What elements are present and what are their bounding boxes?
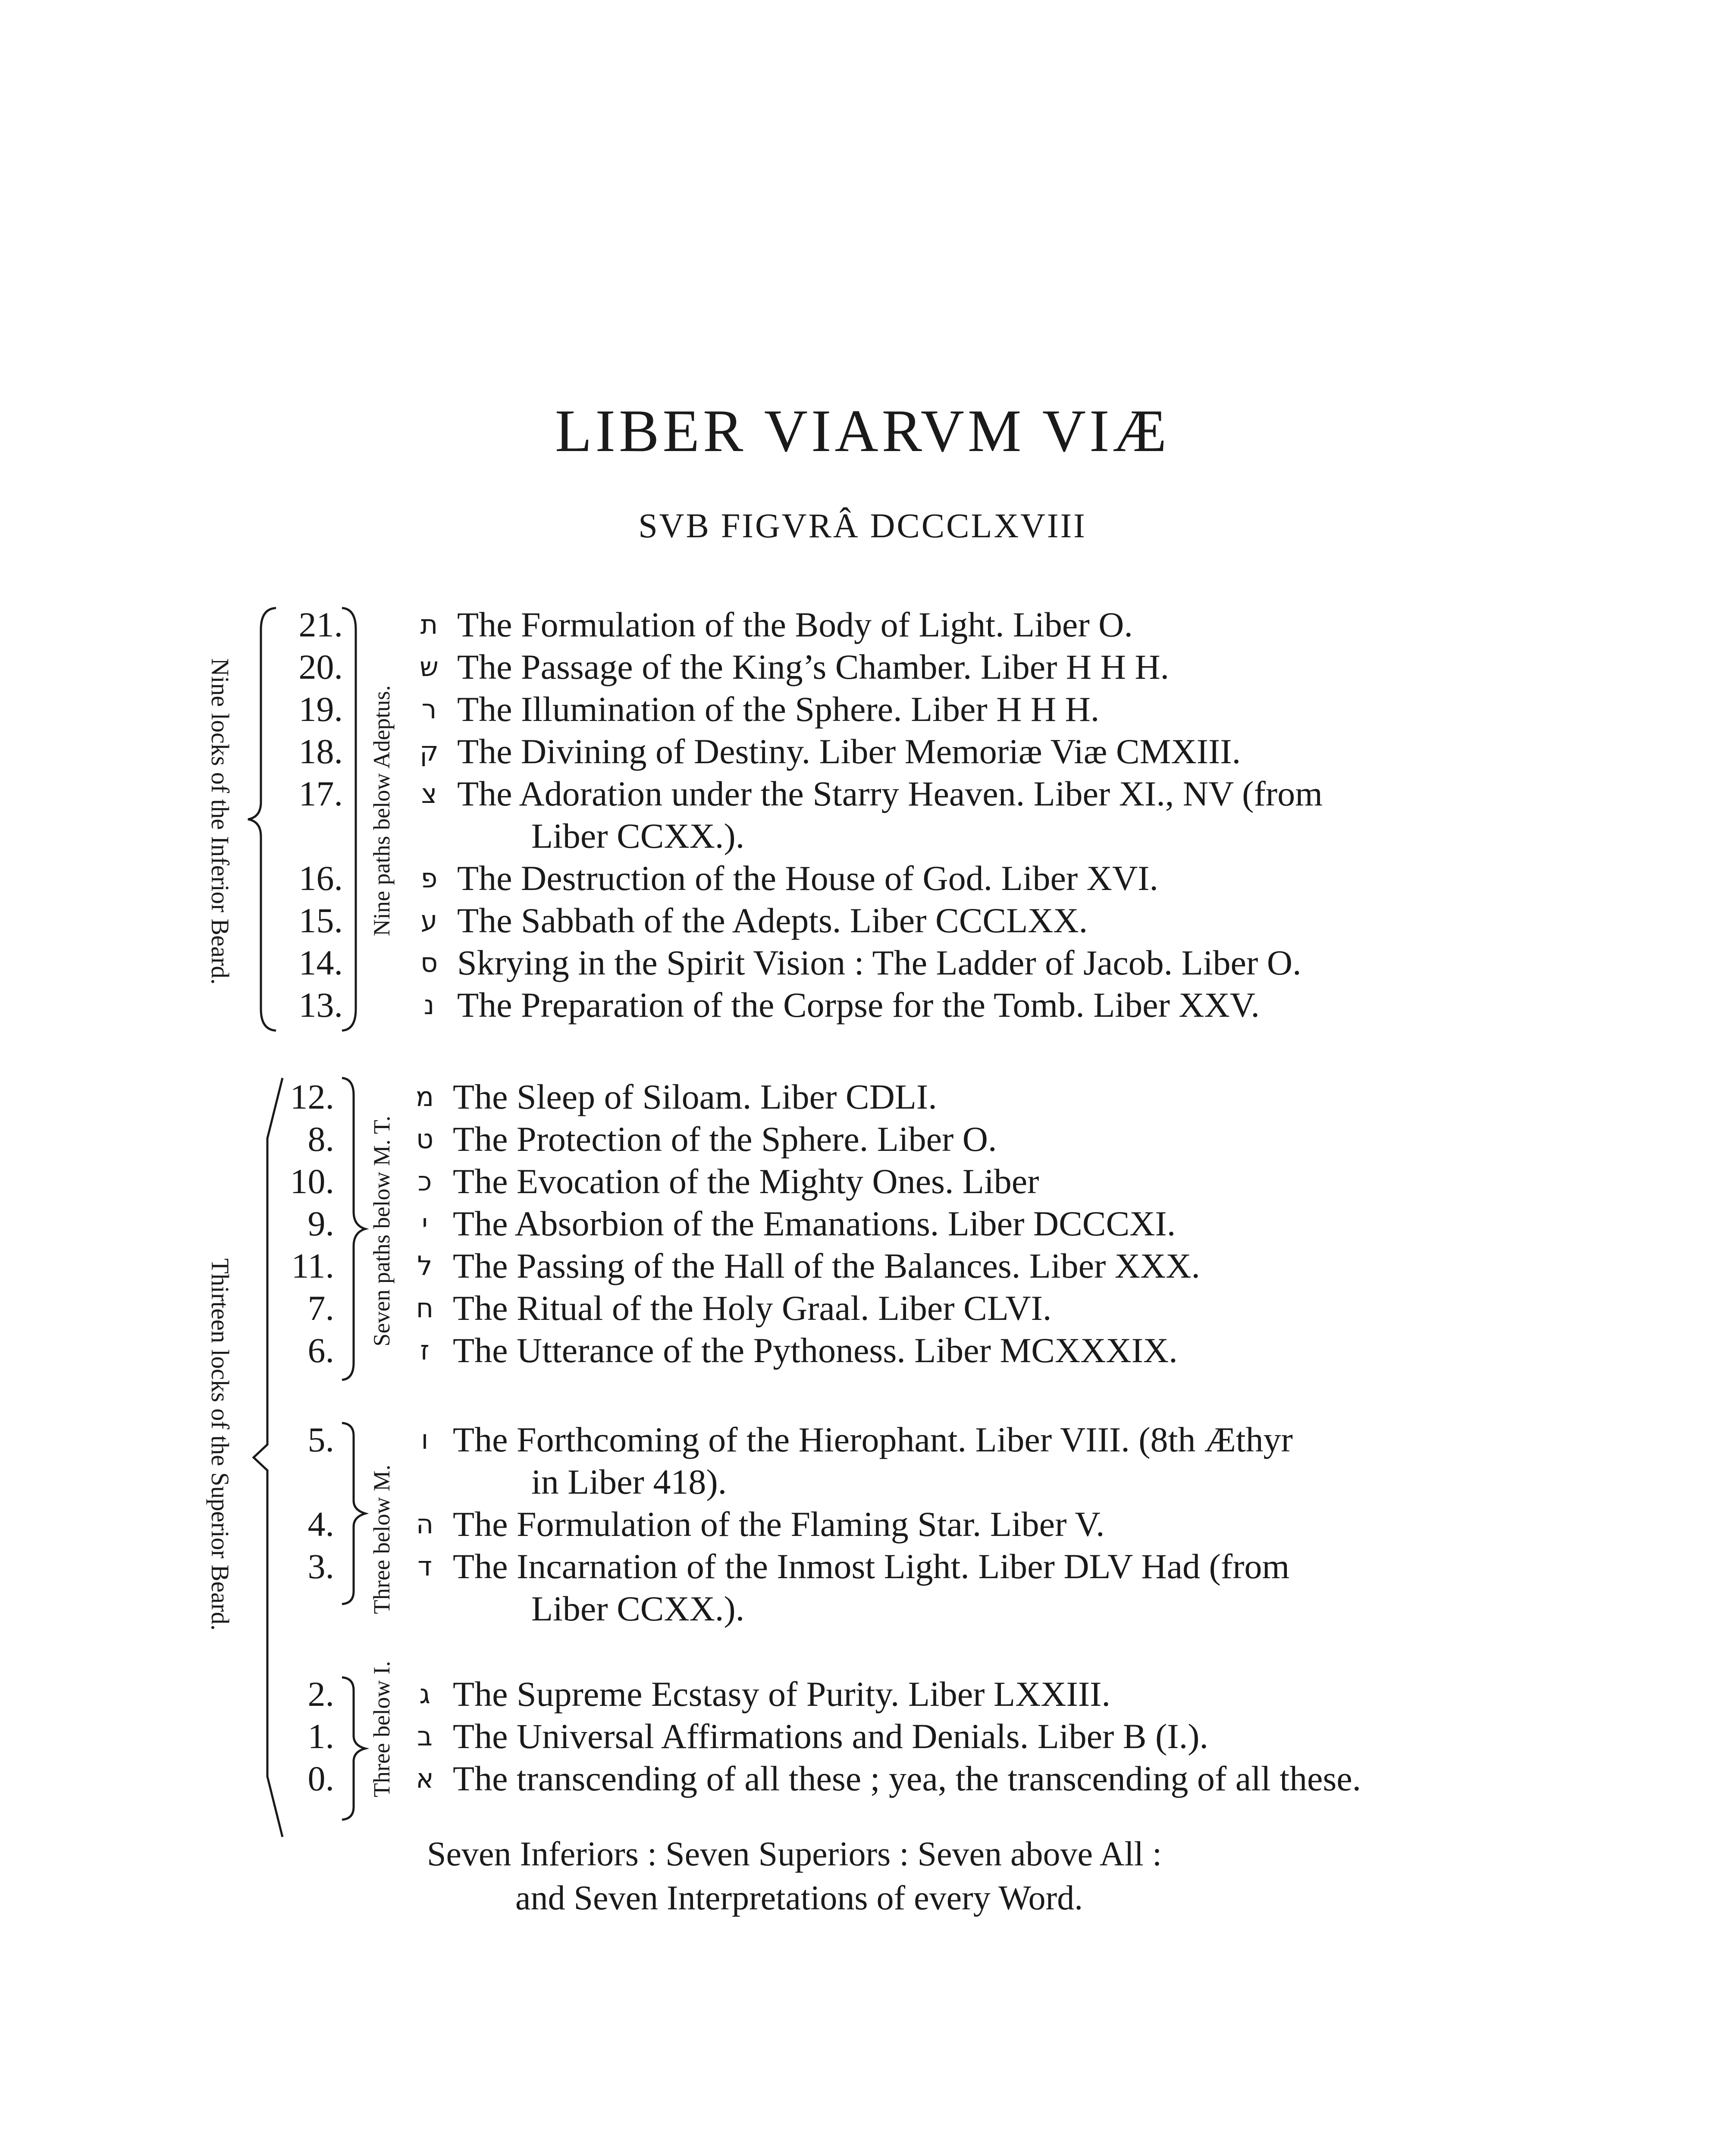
hebrew-letter: ת	[420, 609, 438, 640]
hebrew-letter: ד	[417, 1551, 432, 1582]
group-label-adeptus: Nine paths below Adeptus.	[369, 685, 395, 936]
hebrew-letter: ל	[417, 1250, 433, 1282]
path-description: The Formulation of the Body of Light. Liber O.	[457, 605, 1133, 644]
path-description: The Supreme Ecstasy of Purity. Liber LXXIII.	[453, 1674, 1110, 1714]
outer-label-inferior: Nine locks of the Inferior Beard.	[206, 658, 234, 985]
path-description: The Passage of the King’s Chamber. Liber H H H.	[457, 647, 1170, 686]
path-number: 0.	[307, 1759, 334, 1798]
path-description-continuation: Liber CCXX.).	[531, 816, 745, 856]
path-description: The transcending of all these ; yea, the transcending of all these.	[453, 1759, 1361, 1798]
group-label-i: Three below I.	[369, 1661, 395, 1798]
path-number: 9.	[307, 1204, 334, 1243]
hebrew-letter: ש	[420, 651, 439, 683]
path-description: The Utterance of the Pythoness. Liber MCXXXIX.	[453, 1331, 1178, 1370]
hebrew-letter: ע	[420, 905, 438, 936]
hebrew-letter: ק	[420, 736, 439, 767]
path-description: The Adoration under the Starry Heaven. Liber XI., NV (from	[457, 774, 1323, 813]
path-number: 3.	[307, 1547, 334, 1586]
hebrew-letter: ס	[420, 947, 438, 978]
path-row	[0, 1758, 1725, 1800]
path-row-continuation	[0, 1461, 1725, 1503]
path-row	[0, 1118, 1725, 1160]
path-number: 20.	[298, 647, 343, 686]
path-description: Skrying in the Spirit Vision : The Ladder of Jacob. Liber O.	[457, 943, 1302, 982]
path-number: 8.	[307, 1119, 334, 1159]
hebrew-letter: ט	[416, 1123, 434, 1155]
hebrew-letter: י	[422, 1208, 428, 1239]
path-number: 12.	[290, 1077, 334, 1116]
hebrew-letter: מ	[415, 1081, 434, 1112]
path-row	[0, 857, 1725, 899]
path-description: The Sabbath of the Adepts. Liber CCCLXX.	[457, 901, 1088, 940]
path-number: 4.	[307, 1504, 334, 1544]
hebrew-letter: כ	[417, 1166, 432, 1197]
path-description: The Preparation of the Corpse for the Tomb. Liber XXV.	[457, 985, 1260, 1025]
group-label-mt: Seven paths below M. T.	[369, 1116, 395, 1347]
path-number: 18.	[298, 732, 343, 771]
path-row	[0, 1673, 1725, 1715]
path-number: 10.	[290, 1162, 334, 1201]
path-row-continuation	[0, 1588, 1725, 1630]
path-description: The Illumination of the Sphere. Liber H H H.	[457, 689, 1100, 729]
path-number: 21.	[298, 605, 343, 644]
hebrew-letter: ח	[416, 1292, 434, 1324]
path-number: 2.	[307, 1674, 334, 1714]
path-number: 16.	[298, 859, 343, 898]
path-row	[0, 646, 1725, 688]
path-row	[0, 942, 1725, 984]
path-row	[0, 984, 1725, 1026]
path-description: The Passing of the Hall of the Balances. Liber XXX.	[453, 1246, 1200, 1285]
closing-line-2: and Seven Interpretations of every Word.	[515, 1879, 1083, 1917]
path-description-continuation: Liber CCXX.).	[531, 1589, 745, 1628]
path-row	[0, 1245, 1725, 1287]
hebrew-letter: ה	[416, 1508, 434, 1540]
outer-label-superior: Thirteen locks of the Superior Beard.	[206, 1258, 234, 1631]
hebrew-letter: א	[416, 1763, 434, 1794]
path-row	[0, 1545, 1725, 1588]
path-number: 7.	[307, 1288, 334, 1328]
path-description: The Ritual of the Holy Graal. Liber CLVI.	[453, 1288, 1052, 1328]
hebrew-letter: ו	[421, 1424, 429, 1455]
path-row	[0, 1503, 1725, 1545]
path-description-continuation: in Liber 418).	[531, 1462, 727, 1501]
hebrew-letter: פ	[420, 862, 438, 894]
path-number: 11.	[291, 1246, 334, 1285]
path-row	[0, 1715, 1725, 1758]
group-label-m: Three below M.	[369, 1464, 395, 1614]
path-row	[0, 773, 1725, 815]
page-title: LIBER VIARVM VIÆ	[555, 398, 1170, 464]
path-number: 5.	[307, 1420, 334, 1459]
path-row	[0, 899, 1725, 942]
path-row-continuation	[0, 815, 1725, 857]
hebrew-letter: נ	[423, 989, 435, 1021]
path-description: The Universal Affirmations and Denials. Liber B (I.).	[453, 1717, 1208, 1756]
path-description: The Incarnation of the Inmost Light. Liber DLV Had (from	[453, 1547, 1290, 1586]
path-row	[0, 1203, 1725, 1245]
path-description: The Formulation of the Flaming Star. Liber V.	[453, 1504, 1105, 1544]
path-row	[0, 1419, 1725, 1461]
path-number: 15.	[298, 901, 343, 940]
path-row	[0, 604, 1725, 646]
path-row	[0, 1329, 1725, 1372]
path-description: The Forthcoming of the Hierophant. Liber VIII. (8th Æthyr	[453, 1420, 1293, 1459]
hebrew-letter: ר	[421, 693, 437, 725]
path-description: The Evocation of the Mighty Ones. Liber	[453, 1162, 1039, 1201]
path-number: 13.	[298, 985, 343, 1025]
path-description: The Absorbion of the Emanations. Liber DCCCXI.	[453, 1204, 1176, 1243]
path-number: 17.	[298, 774, 343, 813]
path-number: 1.	[307, 1717, 334, 1756]
path-description: The Destruction of the House of God. Liber XVI.	[457, 859, 1158, 898]
path-number: 14.	[298, 943, 343, 982]
path-number: 6.	[307, 1331, 334, 1370]
path-row	[0, 688, 1725, 730]
page-subtitle: SVB FIGVRÂ DCCCLXVIII	[638, 507, 1087, 545]
path-number: 19.	[298, 689, 343, 729]
closing-line-1: Seven Inferiors : Seven Superiors : Seven above All :	[427, 1835, 1162, 1873]
hebrew-letter: ב	[417, 1720, 433, 1752]
path-description: The Divining of Destiny. Liber Memoriæ Viæ CMXIII.	[457, 732, 1241, 771]
path-row	[0, 1160, 1725, 1203]
path-row	[0, 1076, 1725, 1118]
path-row	[0, 730, 1725, 773]
hebrew-letter: ג	[419, 1678, 430, 1710]
path-description: The Sleep of Siloam. Liber CDLI.	[453, 1077, 937, 1116]
path-row	[0, 1287, 1725, 1329]
hebrew-letter: צ	[421, 778, 437, 809]
hebrew-letter: ז	[420, 1335, 430, 1366]
path-description: The Protection of the Sphere. Liber O.	[453, 1119, 997, 1159]
